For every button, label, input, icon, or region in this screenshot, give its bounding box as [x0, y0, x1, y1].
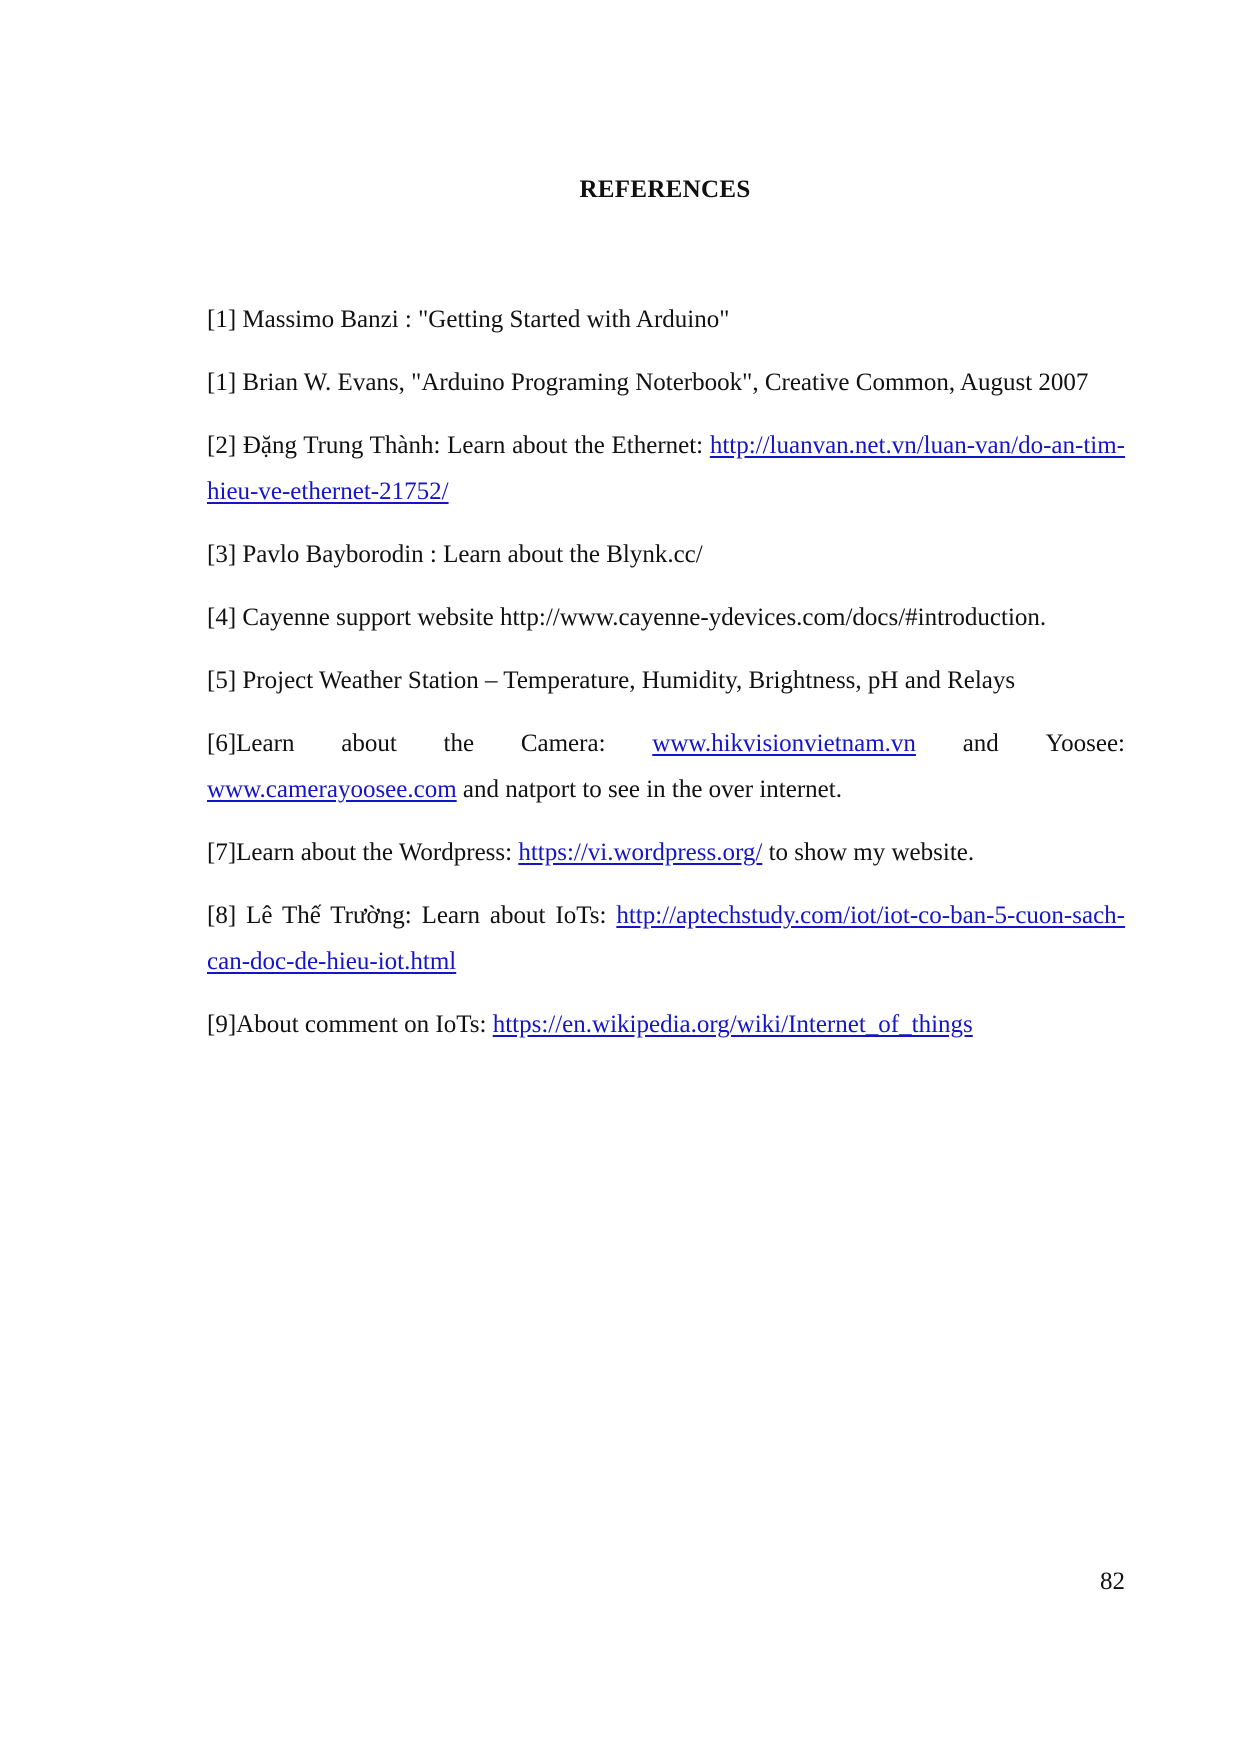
reference-text: [5] Project Weather Station – Temperature, Humidity, Brightness, pH and Relays — [207, 667, 1016, 694]
reference-item-8 — [207, 893, 1125, 985]
reference-text: to show my website. — [762, 839, 975, 866]
camerayoosee-link[interactable]: www.camerayoosee.com — [207, 776, 457, 803]
reference-item-1b — [207, 360, 1125, 406]
reference-word: and — [962, 730, 999, 757]
reference-item-9 — [207, 1002, 1125, 1048]
reference-text: [7]Learn about the Wordpress: — [207, 839, 519, 866]
reference-line — [207, 767, 1125, 813]
reference-text: [9]About comment on IoTs: — [207, 1011, 493, 1038]
reference-link[interactable]: https://en.wikipedia.org/wiki/Internet_of_things — [492, 1011, 973, 1038]
reference-line — [207, 721, 1125, 767]
reference-link[interactable]: http://aptechstudy.com/iot/iot-co-ban-5-cuon-sach-can-doc-de-hieu-iot.html — [207, 902, 1125, 975]
reference-word: Yoosee: — [1045, 730, 1125, 757]
reference-item-6 — [207, 721, 1125, 813]
reference-text: [3] Pavlo Bayborodin : Learn about the Blynk.cc/ — [207, 541, 703, 568]
page-number: 82 — [1100, 1568, 1125, 1595]
reference-list — [207, 297, 1125, 1065]
reference-item-5 — [207, 658, 1125, 704]
reference-word: Camera: — [520, 730, 606, 757]
reference-text: [8] Lê Thế Trường: Learn about IoTs: — [207, 902, 617, 929]
reference-text: [1] Brian W. Evans, "Arduino Programing Noterbook", Creative Common, August 2007 — [207, 369, 1089, 396]
reference-item-1 — [207, 297, 1125, 343]
reference-link[interactable]: https://vi.wordpress.org/ — [518, 839, 763, 866]
reference-item-3 — [207, 532, 1125, 578]
reference-text: and natport to see in the over internet. — [456, 776, 842, 803]
reference-text: [1] Massimo Banzi : "Getting Started with Arduino" — [207, 306, 730, 333]
reference-item-2 — [207, 423, 1125, 515]
reference-link[interactable]: http://luanvan.net.vn/luan-van/do-an-tim-hieu-ve-ethernet-21752/ — [207, 432, 1125, 505]
page-title: REFERENCES — [579, 176, 751, 203]
reference-word: the — [443, 730, 475, 757]
reference-item-7 — [207, 830, 1125, 876]
reference-word: about — [341, 730, 397, 757]
reference-text: [2] Đặng Trung Thành: Learn about the Ethernet: — [207, 432, 710, 459]
reference-word: [6]Learn — [207, 730, 295, 757]
reference-item-4 — [207, 595, 1125, 641]
hikvision-link[interactable]: www.hikvisionvietnam.vn — [652, 730, 916, 757]
reference-text: [4] Cayenne support website http://www.cayenne-ydevices.com/docs/#introduction. — [207, 604, 1047, 631]
